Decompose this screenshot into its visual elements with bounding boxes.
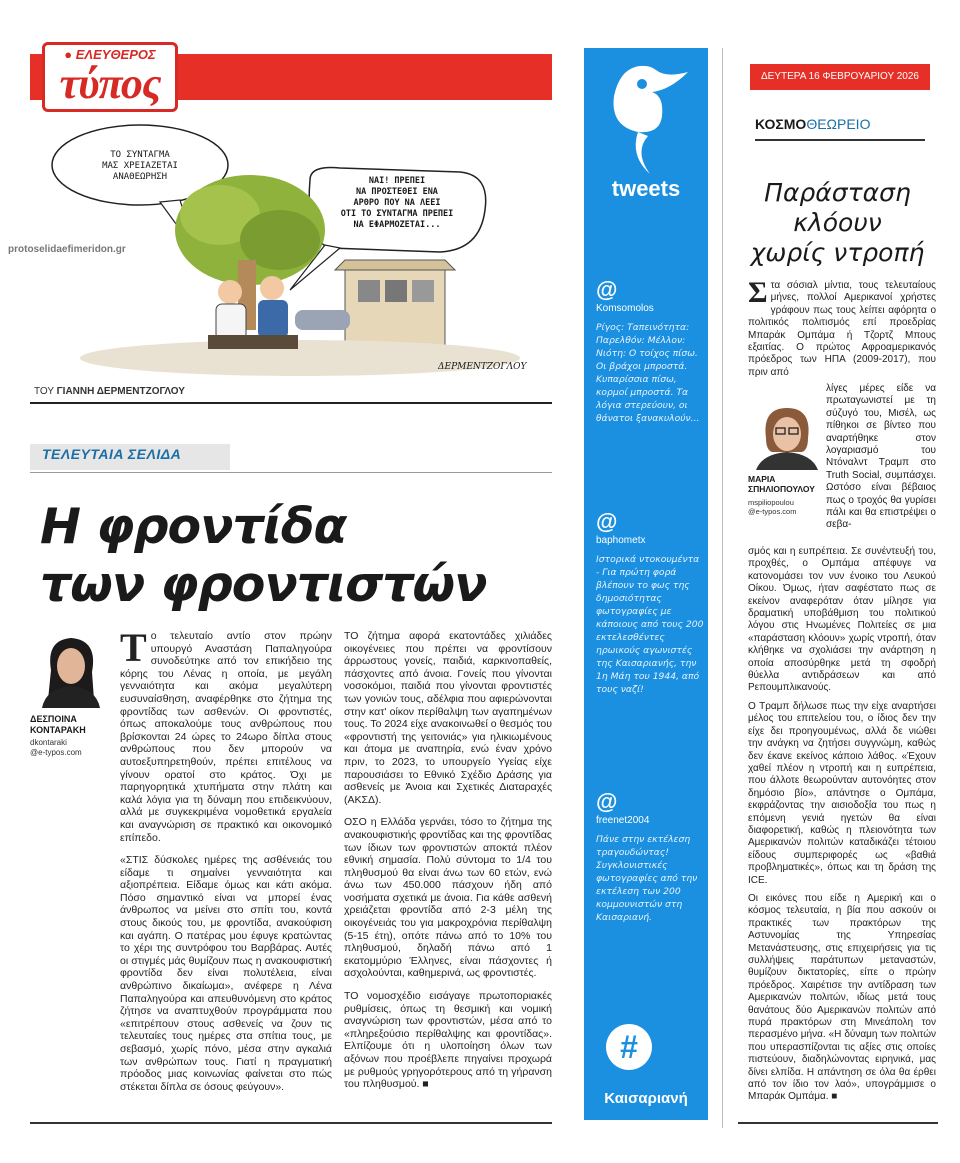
- logo-text: τύπος: [59, 59, 161, 108]
- bubble-2-line: ΝΑ ΠΡΟΣΤΕΘΕΙ ΕΝΑ: [356, 187, 438, 197]
- paragraph: σμός και η ευπρέπεια. Σε συνέντευξή του, προχθές, ο Ομπάμα απέφυγε να κατονομάσει τον νυν ένοικο του Λευκού Οίκου. Όμως, ήταν σαφέστατο πως σε εκείνον αναφερόταν όταν μίλησε για δραματική υποβάθμιση του πολιτικού λόγου στις Ηνωμένες Πολιτείες σε μια «παράσταση κλόουν» χωρίς ντροπή, όταν κλήθηκε να σχολιάσει την ανάρτηση η οποία αποσύρθηκε μετά τη σφοδρή θύελλα αντιδράσεων και από Ρεπουμπλικανούς.: [748, 546, 936, 694]
- author-name-line: ΔΕΣΠΟΙΝΑ: [30, 714, 77, 724]
- right-column-side: λίγες μέρες είδε να πρωταγωνιστεί με τη σύζυγό του, Μισέλ, ως πίθηκοι σε βίντεο που αναρτήθηκε στον λογαριασμό του Ντόναλντ Τραμπ στο Truth Social, συμπάσχει. Ωστόσο είναι βέβαιος πως ο τροχός θα γυρίσει πάλι και θα επιστρέψει ο σεβα-: [826, 383, 936, 531]
- newspaper-logo: [42, 42, 178, 112]
- tweets-title: tweets: [611, 176, 681, 201]
- tweet-text: Πάνε στην εκτέλεση τραγουδώντας! Συγκλονιστικές φωτογραφίες από την εκτέλεση των 200 κομμουνιστών στη Καισαριανή.: [596, 834, 698, 923]
- columnist-photo: [752, 400, 822, 470]
- columnist-name-line: ΣΠΗΛΙΟΠΟΥΛΟΥ: [748, 484, 815, 494]
- at-icon: @: [596, 277, 618, 302]
- author-email: @e-typos.com: [30, 748, 82, 757]
- at-icon: @: [596, 509, 618, 534]
- bubble-2-line: ΟΤΙ ΤΟ ΣΥΝΤΑΓΜΑ ΠΡΕΠΕΙ: [340, 209, 454, 219]
- columnist-handle: mspiliopoulou: [748, 498, 794, 507]
- column-divider: [722, 48, 723, 1128]
- right-column-body: [748, 546, 936, 1110]
- tweet-text: Ρίγος: Ταπεινότητα: Παρελθόν: Μέλλον: Νιότη: Ο τοίχος πίσω. Οι βράχοι μπροστά. Κυπαρίσσια πίσω, κορμοί μπροστά. Τα λόγια στερεύουν, οι θάνατοι ξανακυλούν...: [596, 322, 700, 424]
- paragraph: [120, 625, 332, 844]
- bubble-2-line: ΝΑ ΕΦΑΡΜΟΖΕΤΑΙ...: [353, 220, 441, 230]
- credit-name: ΓΙΑΝΝΗ ΔΕΡΜΕΝΤΖΟΓΛΟΥ: [56, 386, 185, 397]
- tweet-handle[interactable]: freenet2004: [596, 815, 650, 826]
- columnist-contact: [748, 498, 796, 516]
- bubble-2-text: [312, 176, 482, 231]
- columnist-email: @e-typos.com: [748, 507, 797, 516]
- bottom-rule: [30, 1122, 552, 1124]
- credit-prefix: ΤΟΥ: [34, 386, 54, 397]
- cartoon-credit: [34, 386, 185, 397]
- logo-top-text: ● ΕΛΕΥΘΕΡΟΣ: [64, 47, 156, 62]
- hashtag-place: Καισαριανή: [604, 1090, 688, 1107]
- section-title-light: ΘΕΩΡΕΙΟ: [806, 116, 871, 132]
- paragraph: ΤΟ νομοσχέδιο εισάγαγε πρωτοποριακές ρυθμίσεις, όπως τη θεσμική και νομική αναγνώριση των φροντιστών, μέσα από το «πληρεξούσιο περίθαλψης και φροντίδας». Ελπίζουμε ότι η υλοποίηση όλων των αξόνων που προέβλεπε πηγαίνει προχωρά με ρυθμούς γρηγορότερους από τη γήρανση του πληθυσμού. ■: [344, 990, 552, 1091]
- paragraph-text: ο τελευταίο αντίο στον πρώην υπουργό Αναστάση Παπαληγούρα συνοδεύτηκε από τον επικήδειο της κόρης του Λένας η οποία, με μεγάλη γενναιότητα και ακόμα μεγαλύτερη ευσυναίσθηση, αναφέρθηκε στο ζήτημα της φροντίδας των ασθενών. Οι φροντιστές, όπως αποκαλούμε τους ανθρώπους που βρίσκονται 24 ώρες το 24ωρο δίπλα στους ανθρώπους που δεν μπορούν να αυτοεξυπηρετηθούν, πρέπει επιτέλους να γίνουν ορατοί στο κράτος. Όχι με παρηγορητικά χτυπήματα στην πλάτη και καλά λόγια για τη δύναμη που επιδεικνύουν, αλλά με συγκεκριμένα νομοθετικά εργαλεία και αναγνώριση σε πρακτικό και οικονομικό επίπεδο.: [120, 630, 332, 844]
- headline-line: Η φροντίδα: [40, 498, 347, 555]
- paragraph: Ο Τραμπ δήλωσε πως την είχε αναρτήσει μέλος του επιτελείου του, ο ίδιος δεν την είχε δει προηγουμένως, αλλά δε νιώθει την ανάγκη να ζητήσει συγγνώμη, καθώς δεν έκανε εκείνος κάποιο λάθος. «Έχουν χαθεί πλέον η ντροπή και η ευπρέπεια, που άλλοτε θεωρούνταν αυτονόητες στον δημόσιο βίο», απάντησε ο Ομπάμα, εκφράζοντας την αισιοδοξία του πως η επόμενη γενιά ηγετών θα είναι διαφορετική, καθώς η πλειονότητα των Αμερικανών πολιτών καταδικάζει τέτοιου είδους συμπεριφορές ως «βαθιά προβληματικές», όπως και τη δράση της ICE.: [748, 700, 936, 886]
- columnist-name: [748, 474, 815, 494]
- bubble-1-text: [80, 150, 200, 183]
- article-headline: [40, 498, 550, 614]
- paragraph: ΟΣΟ η Ελλάδα γερνάει, τόσο το ζήτημα της ανακουφιστικής φροντίδας και της φροντίδας των ίδιων των φροντιστών αποκτά πλέον εθνική σημασία. Πολύ σύντομα το 1/4 του πληθυσμού θα είναι άνω των 60 ετών, ενώ άνω των 450.000 πάσχουν ήδη από νοσήματα σχετικά με άνοια. Για κάθε ασθενή χρειάζεται φροντίδα από 2-3 μέλη της οικογένειάς του για μακροχρόνια περίθαλψη (5-15 έτη), οπότε πάνω από το 10% του πληθυσμού, δηλαδή πάνω από 1 εκατομμύριο Έλληνες, είναι πάσχοντες ή ασχολούνται, καθημερινά, ως φροντιστές.: [344, 816, 552, 980]
- headline-line: κλόουν: [793, 208, 882, 237]
- paragraph: Οι εικόνες που είδε η Αμερική και ο κόσμος τελευταία, η βία που ασκούν οι πρακτικές των πρακτόρων της Αστυνομίας της Υπηρεσίας Μετανάστευσης, στις επιχειρήσεις για τις συλλήψεις παράτυπων μεταναστών, θυμίζουν δικτατορίες, είπε ο πρώην πρόεδρος. Χαιρέτισε την αντίδραση των Αμερικανών πολιτών, ιδίως μετά τους θανάτους δύο Αμερικανών πολιτών από πυρά πρακτόρων στη Μινεάπολη τον περασμένο μήνα. «Η δύναμη των πολιτών που υπερασπίζονται τις αξίες στις οποίες πιστεύουν, διαδηλώνοντας ειρηνικά, μας δίνει ελπίδα. Η απάντηση σε όλα θα έρθει από τον ίδιο τον λαό», υπογράμμισε ο Μπαράκ Ομπάμα. ■: [748, 892, 936, 1103]
- divider: [30, 472, 552, 473]
- bubble-1-line: ΤΟ ΣΥΝΤΑΓΜΑ: [110, 150, 170, 160]
- issue-date: ΔΕΥΤΕΡΑ 16 ΦΕΒΡΟΥΑΡΙΟΥ 2026: [750, 64, 930, 90]
- tweet-handle[interactable]: Komsomolos: [596, 303, 654, 314]
- author-photo: [36, 630, 106, 708]
- author-name: [30, 714, 110, 736]
- tweet-item: [596, 790, 704, 924]
- section-rule: [755, 139, 925, 141]
- tweet-text: Ιστορικά ντοκουμέντα - Για πρώτη φορά βλέπουν το φως της δημοσιότητας φωτογραφίες με κάποιους από τους 200 εκτελεσθέντες ηρωικούς αγωνιστές της Καισαριανής, την 1η Μάη του 1944, από τους ναζί!: [596, 554, 704, 695]
- author-name-line: ΚΟΝΤΑΡΑΚΗ: [30, 725, 86, 735]
- bottom-rule: [738, 1122, 938, 1124]
- paragraph: ΤΟ ζήτημα αφορά εκατοντάδες χιλιάδες οικογένειες που πρέπει να φροντίσουν άρρωστους γονείς, παιδιά, καρκινοπαθείς, πάσχοντες από άνοια. Γονείς που γίνονται νοσοκόμοι, παιδιά που γίνονται φροντιστές των γονιών τους, αδέλφια που αφιερώνονται στην κατ' οίκον περίθαλψη των αγαπημένων τους. Το 2024 είχε ανακοινωθεί ο θεσμός του «φροντιστή της γειτονιάς» για ηλικιωμένους και άτομα με αναπηρία, ενώ έναν χρόνο πριν, το 2023, το υπουργείο Υγείας είχε παρουσιάσει το Εθνικό Σχέδιο Δράσης για ασθενείς με Άνοια και Σχετικές Διαταραχές (ΑΚΣΔ).: [344, 630, 552, 806]
- article-column-2: [344, 630, 552, 1101]
- bubble-2-line: ΝΑΙ! ΠΡΕΠΕΙ: [368, 176, 426, 186]
- section-title: [755, 116, 870, 132]
- at-icon: @: [596, 789, 618, 814]
- twitter-bird-icon: [600, 56, 696, 182]
- headline-line: Παράσταση: [764, 178, 911, 207]
- bubble-2-line: ΑΡΘΡΟ ΠΟΥ ΝΑ ΛΕΕΙ: [353, 198, 441, 208]
- author-contact: [30, 738, 82, 758]
- columnist-name-line: ΜΑΡΙΑ: [748, 474, 776, 484]
- tweet-item: [596, 510, 704, 696]
- paragraph: [748, 280, 936, 379]
- right-column-intro: [748, 280, 936, 384]
- headline-line: χωρίς ντροπή: [750, 238, 925, 267]
- cartoon-signature: ΔΕΡΜΕΝΤΖΟΓΛΟΥ: [438, 362, 527, 372]
- watermark: protoselidaefimeridon.gr: [8, 244, 126, 255]
- tweet-handle[interactable]: baphometx: [596, 535, 646, 546]
- hashtag-icon: #: [606, 1024, 652, 1070]
- drop-cap: Σ: [748, 280, 768, 309]
- kicker-text: ΤΕΛΕΥΤΑΙΑ ΣΕΛΙΔΑ: [42, 446, 182, 462]
- right-headline: [730, 178, 945, 268]
- bubble-1-line: ΑΝΑΘΕΩΡΗΣΗ: [112, 172, 168, 182]
- article-column-1: [120, 625, 332, 1103]
- drop-cap: Τ: [120, 625, 147, 670]
- paragraph-text: τα σόσιαλ μίντια, τους τελευταίους μήνες, πολλοί Αμερικανοί χρήστες γράφουν πως τους λείπει αφόρητα ο πολιτικός πολιτισμός επί προεδρίας Μπαράκ Ομπάμα ή Τζορτζ Μπους εξαιτίας. Ο πρώτος Αφροαμερικανός πρόεδρος των ΗΠΑ (2009-2017), που πριν από: [748, 280, 936, 378]
- author-handle: dkontaraki: [30, 738, 67, 747]
- headline-line: των φροντιστών: [40, 556, 487, 613]
- tweet-item: [596, 278, 704, 425]
- bubble-1-line: ΜΑΣ ΧΡΕΙΑΖΕΤΑΙ: [102, 161, 178, 171]
- section-title-bold: ΚΟΣΜΟ: [755, 116, 807, 132]
- paragraph: «ΣΤΙΣ δύσκολες ημέρες της ασθένειάς του είδαμε τι σημαίνει γενναιότητα και αξιοπρέπεια. Είδαμε όμως και κάτι ακόμα. Πόσο σημαντικό είναι να μπορεί ένας άνθρωπος να μείνει στο σπίτι του, κοντά στους δικούς του, με φροντίδα, ανακούφιση και αγάπη. Ο πατέρας μου έφυγε κρατώντας το χέρι της συντρόφου του Βαρβάρας. Αυτές οι στιγμές μάς θυμίζουν πως η ανακουφιστική φροντίδα δεν είναι πολυτέλεια, είναι ανθρώπινο δικαίωμα», ανέφερε η Λένα Παπαληγούρα και απευθυνόμενη στο κράτος ζήτησε να αναπτυχθούν προγράμματα που «επιτρέπουν στους ασθενείς να ζουν τις τελευταίες τους ημέρες στα σπίτια τους, με σεβασμό, χωρίς πόνο, μέσα στην αγκαλιά των ανθρώπων τους. Γιατί η πραγματική πρόοδος μιας κοινωνίας φαίνεται στο πώς στέκεται δίπλα σε όσους φεύγουν».: [120, 854, 332, 1093]
- section-kicker: [30, 440, 550, 470]
- divider: [30, 402, 552, 404]
